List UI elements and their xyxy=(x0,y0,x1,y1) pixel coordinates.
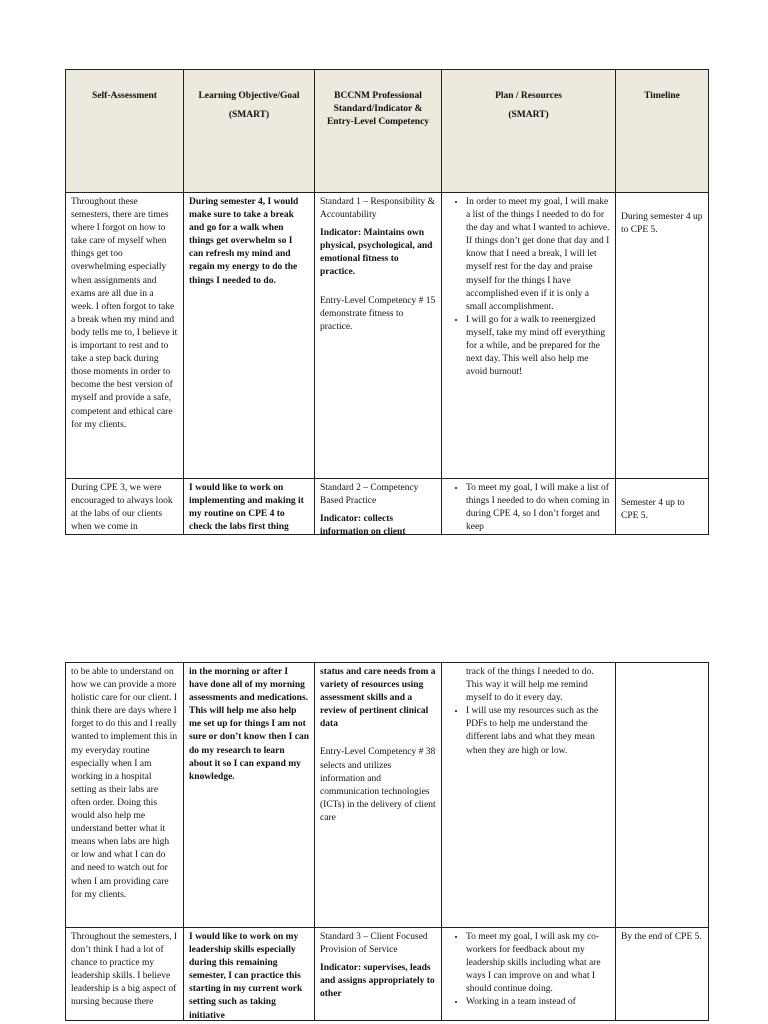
row4-timeline: By the end of CPE 5. xyxy=(616,928,709,1021)
row4-plan-cell xyxy=(442,928,616,1021)
row4-standard-cell xyxy=(315,928,442,1021)
row3-plan-cell xyxy=(442,663,616,928)
row2-timeline: Semester 4 up to CPE 5. xyxy=(616,479,709,535)
row1-standard: Standard 1 – Responsibility & Accountability xyxy=(320,197,436,221)
row3-competency: Entry-Level Competency # 38 selects and utilizes information and communication technologies (ICTs) in the delivery of client care xyxy=(320,747,436,823)
table-header-row xyxy=(66,70,709,193)
table-row xyxy=(66,663,709,928)
row3-standard-cell xyxy=(315,663,442,928)
header-learning-objective-sub: (SMART) xyxy=(228,110,270,121)
row4-goal: I would like to work on my leadership skills especially during this remaining semester, I can practice this starting in my current work setting such as taking initiative xyxy=(184,928,315,1021)
row4-standard: Standard 3 – Client Focused Provision of Service xyxy=(320,932,428,956)
header-standard: BCCNM Professional Standard/Indicator & Entry-Level Competency xyxy=(315,70,442,193)
row1-plan-cell xyxy=(442,193,616,479)
header-plan-sub: (SMART) xyxy=(508,110,549,121)
row4-self-assessment: Throughout the semesters, I don’t think I had a lot of chance to practice my leadership skills. I believe leadership is a big aspect of nursing because there xyxy=(66,928,184,1021)
row2-standard-cell xyxy=(315,479,442,538)
list-item: • To meet my goal, I will ask my co-workers for feedback about my leadership skills including what are ways I can improve on and what I should continue doing. xyxy=(466,931,610,996)
row3-self-assessment: to be able to understand on how we can provide a more holistic care for our client. I think there are days where I forget to do this and I really wanted to implement this in my everyday routine especially when I am working in a hospital setting as their labs are often order. Doing this would also help me understand better what it means when labs are high or low and what I can do and need to watch out for when I am providing care for my clients. xyxy=(66,663,184,928)
list-item: • In order to meet my goal, I will make a list of the things I needed to do for the day and what I wanted to achieve. If things don’t get done that day and I know that I need a break, I will let myself rest for the day and praise myself for the things I have accomplished even if it is only a small accomplishment. xyxy=(466,196,610,314)
row2-plan-cell xyxy=(442,479,616,535)
row2-self-assessment: During CPE 3, we were encouraged to always look at the labs of our clients when we come in xyxy=(66,479,184,535)
list-item: • I will go for a walk to reenergized myself, take my mind off everything for a while, and be prepared for the next day. This well also help me avoid burnout! xyxy=(466,314,610,379)
list-item: • To meet my goal, I will make a list of things I needed to do when coming in during CPE 4, so I don’t forget and keep xyxy=(466,482,610,534)
row4-plan-list xyxy=(447,931,610,1010)
list-item: • I will use my resources such as the PDFs to help me understand the different labs and what they mean when they are high or low. xyxy=(466,705,610,757)
row3-standard: status and care needs from a variety of resources using assessment skills and a review of pertinent clinical data xyxy=(320,667,436,730)
header-timeline: Timeline xyxy=(616,70,709,193)
row1-competency: Entry-Level Competency # 15 demonstrate fitness to practice. xyxy=(320,295,436,332)
header-plan: Plan / Resources (SMART) xyxy=(442,70,616,193)
row3-timeline xyxy=(616,663,709,928)
row3-plan-continued: track of the things I needed to do. This way it will help me remind myself to do it every day. xyxy=(466,667,594,704)
table-row xyxy=(66,928,709,1021)
list-item: • Working in a team instead of xyxy=(466,996,610,1009)
table-row xyxy=(66,193,709,479)
row1-timeline: During semester 4 up to CPE 5. xyxy=(616,193,709,479)
learning-plan-table-page-1 xyxy=(65,69,709,538)
row2-goal: I would like to work on implementing and making it my routine on CPE 4 to check the labs first thing xyxy=(184,479,315,535)
row1-standard-cell xyxy=(315,193,442,479)
row1-indicator: Indicator: Maintains own physical, psychological, and emotional fitness to practice. xyxy=(320,228,433,278)
row2-standard: Standard 2 – Competency Based Practice xyxy=(320,483,419,507)
row2-indicator: Indicator: collects information on client xyxy=(320,514,406,538)
header-self-assessment: Self-Assessment xyxy=(66,70,184,193)
row3-plan-list xyxy=(447,705,610,757)
row1-plan-list xyxy=(447,196,610,379)
row4-indicator: Indicator: supervises, leads and assigns appropriately to other xyxy=(320,963,435,1000)
row1-self-assessment: Throughout these semesters, there are times where I forgot on how to take care of myself when things get too overwhelming especially when assignments and exams are all due in a week. I often forgot to take a break when my mind and body tells me to, I believe it is important to rest and to take a step back during those moments in order to become the best version of myself and provide a safe, competent and ethical care for my clients. xyxy=(66,193,184,479)
header-learning-objective: Learning Objective/Goal (SMART) xyxy=(184,70,315,193)
row2-plan-list xyxy=(447,482,610,534)
learning-plan-table-page-2 xyxy=(65,662,709,1021)
table-row xyxy=(66,479,709,535)
row3-goal: in the morning or after I have done all of my morning assessments and medications. This will help me also help me set up for things I am not sure or don’t know then I can do my research to learn about it so I can expand my knowledge. xyxy=(184,663,315,928)
row1-goal: During semester 4, I would make sure to take a break and go for a walk when things get overwhelm so I can refresh my mind and regain my energy to do the things I needed to do. xyxy=(184,193,315,479)
